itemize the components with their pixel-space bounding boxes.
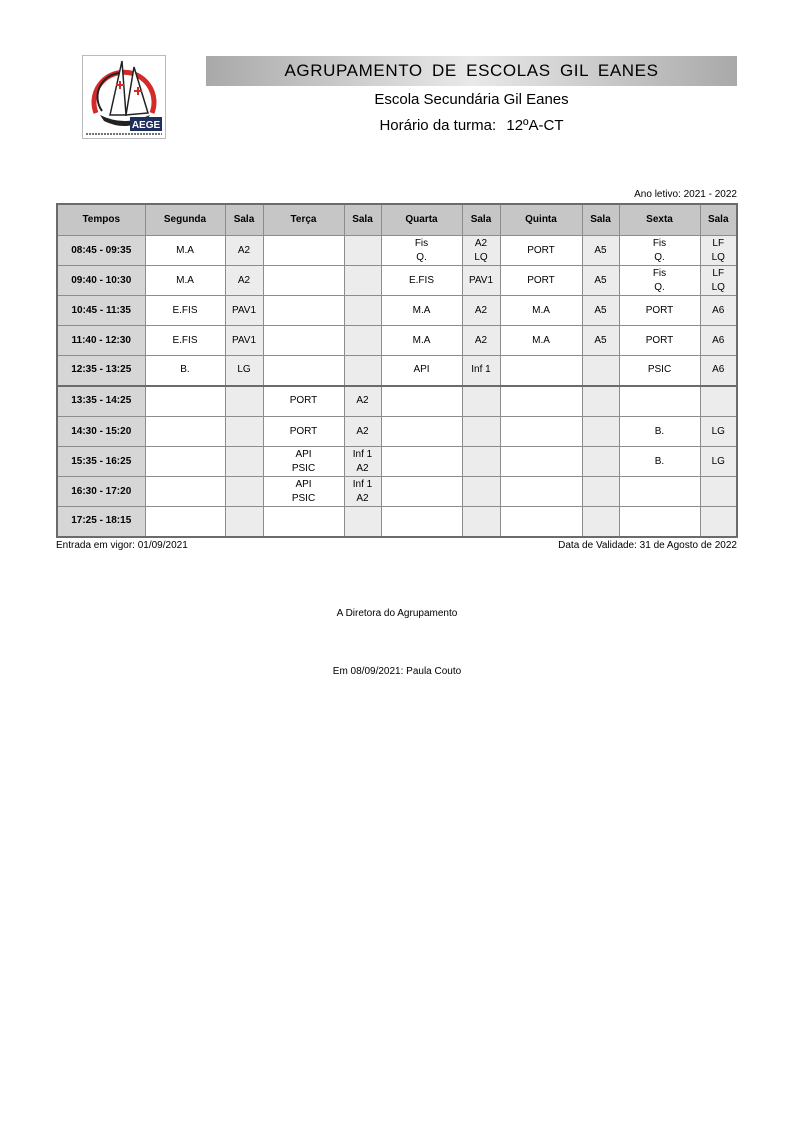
table-row bbox=[57, 266, 737, 296]
room-text: LQ bbox=[711, 281, 725, 293]
room-cell bbox=[700, 447, 737, 477]
room-cell bbox=[582, 356, 619, 386]
validity-date: Data de Validade: 31 de Agosto de 2022 bbox=[558, 540, 737, 551]
column-header: Quarta bbox=[381, 204, 462, 236]
subject-text: PSIC bbox=[291, 492, 316, 504]
subject-cell bbox=[619, 356, 700, 386]
room-text: A5 bbox=[594, 244, 607, 256]
subject-cell bbox=[619, 266, 700, 296]
subject-text: PORT bbox=[289, 395, 318, 407]
room-text: A2 bbox=[237, 244, 251, 256]
subject-cell bbox=[381, 447, 462, 477]
room-cell bbox=[582, 266, 619, 296]
room-text: A5 bbox=[594, 274, 607, 286]
room-cell bbox=[462, 326, 500, 356]
subject-cell bbox=[500, 386, 582, 417]
subject-text: M.A bbox=[412, 304, 431, 316]
subject-text: E.FIS bbox=[172, 304, 198, 316]
table-row bbox=[57, 417, 737, 447]
subject-text: M.A bbox=[532, 304, 550, 316]
effective-date: Entrada em vigor: 01/09/2021 bbox=[56, 540, 188, 551]
subject-cell bbox=[619, 477, 700, 507]
timetable-body bbox=[57, 236, 737, 537]
room-cell bbox=[582, 447, 619, 477]
room-text: A6 bbox=[712, 334, 725, 346]
subject-text: API bbox=[413, 364, 430, 376]
subject-cell bbox=[500, 356, 582, 386]
organization-title: AGRUPAMENTO DE ESCOLAS GIL EANES bbox=[284, 61, 659, 80]
subject-text: PSIC bbox=[291, 462, 316, 474]
room-text: A2 bbox=[356, 425, 369, 437]
room-cell bbox=[462, 296, 500, 326]
room-cell bbox=[700, 296, 737, 326]
subject-text: PORT bbox=[527, 244, 555, 256]
subject-cell bbox=[145, 356, 225, 386]
subject-cell bbox=[263, 236, 344, 266]
room-cell bbox=[344, 236, 381, 266]
subject-text: API bbox=[295, 448, 312, 460]
room-cell bbox=[700, 507, 737, 537]
column-header: Quinta bbox=[500, 204, 582, 236]
header-banner bbox=[206, 56, 737, 86]
subject-cell bbox=[145, 326, 225, 356]
time-slot: 08:45 - 09:35 bbox=[57, 236, 145, 266]
table-row bbox=[57, 447, 737, 477]
column-header: Sala bbox=[582, 204, 619, 236]
time-slot: 09:40 - 10:30 bbox=[57, 266, 145, 296]
room-text: A2 bbox=[474, 237, 488, 249]
room-cell bbox=[225, 356, 263, 386]
room-text: LQ bbox=[474, 251, 488, 263]
room-cell bbox=[225, 326, 263, 356]
room-text: A2 bbox=[474, 334, 488, 346]
subject-text: Q. bbox=[654, 281, 665, 293]
table-row bbox=[57, 356, 737, 386]
school-logo bbox=[82, 55, 166, 139]
room-cell bbox=[700, 236, 737, 266]
time-slot: 14:30 - 15:20 bbox=[57, 417, 145, 447]
room-text: Inf 1 bbox=[352, 478, 373, 490]
table-row bbox=[57, 296, 737, 326]
room-cell bbox=[225, 236, 263, 266]
subject-cell bbox=[381, 326, 462, 356]
room-cell bbox=[462, 477, 500, 507]
room-cell bbox=[462, 386, 500, 417]
subject-cell bbox=[263, 266, 344, 296]
subject-cell bbox=[500, 507, 582, 537]
room-cell bbox=[462, 236, 500, 266]
subject-cell bbox=[263, 507, 344, 537]
room-cell bbox=[700, 326, 737, 356]
subject-cell bbox=[500, 266, 582, 296]
room-text: Inf 1 bbox=[352, 448, 373, 460]
subject-text: E.FIS bbox=[172, 334, 198, 346]
subject-cell bbox=[619, 417, 700, 447]
subject-text: PSIC bbox=[647, 364, 672, 376]
room-text: Inf 1 bbox=[471, 364, 491, 376]
room-cell bbox=[344, 266, 381, 296]
room-cell bbox=[344, 386, 381, 417]
timetable-header-row bbox=[57, 204, 737, 236]
school-name: Escola Secundária Gil Eanes bbox=[374, 91, 569, 108]
aege-emblem bbox=[82, 55, 166, 139]
room-cell bbox=[582, 477, 619, 507]
room-cell bbox=[462, 266, 500, 296]
room-cell bbox=[582, 326, 619, 356]
room-cell bbox=[462, 507, 500, 537]
room-text: PAV1 bbox=[468, 274, 494, 286]
subject-cell bbox=[500, 236, 582, 266]
subject-cell bbox=[145, 296, 225, 326]
subject-cell bbox=[500, 417, 582, 447]
room-text: LF bbox=[712, 237, 725, 249]
subject-cell bbox=[381, 236, 462, 266]
subject-cell bbox=[619, 507, 700, 537]
room-cell bbox=[700, 417, 737, 447]
room-text: A2 bbox=[474, 304, 488, 316]
subject-text: M.A bbox=[176, 274, 194, 286]
column-header: Sala bbox=[225, 204, 263, 236]
subject-text: B. bbox=[180, 364, 190, 376]
subject-text: Fis bbox=[652, 267, 667, 279]
column-header: Tempos bbox=[57, 204, 145, 236]
table-row bbox=[57, 477, 737, 507]
table-row bbox=[57, 236, 737, 266]
room-text: A2 bbox=[356, 395, 369, 407]
room-cell bbox=[582, 417, 619, 447]
room-text: A2 bbox=[237, 274, 251, 286]
room-cell bbox=[344, 356, 381, 386]
subject-text: E.FIS bbox=[408, 274, 434, 286]
room-text: PAV1 bbox=[231, 304, 257, 316]
room-cell bbox=[344, 417, 381, 447]
room-text: LQ bbox=[711, 251, 725, 263]
signature-line: Em 08/09/2021: Paula Couto bbox=[332, 666, 462, 677]
subject-text: PORT bbox=[645, 334, 674, 346]
subject-cell bbox=[381, 386, 462, 417]
svg-text:AEGE: AEGE bbox=[131, 120, 161, 131]
subject-cell bbox=[263, 296, 344, 326]
subject-cell bbox=[381, 417, 462, 447]
room-cell bbox=[700, 266, 737, 296]
subject-text: Fis bbox=[414, 237, 429, 249]
subject-cell bbox=[619, 236, 700, 266]
subject-cell bbox=[619, 296, 700, 326]
subject-cell bbox=[263, 417, 344, 447]
subject-cell bbox=[381, 296, 462, 326]
table-row bbox=[57, 507, 737, 537]
room-cell bbox=[225, 296, 263, 326]
subject-cell bbox=[263, 447, 344, 477]
subject-cell bbox=[263, 386, 344, 417]
room-cell bbox=[344, 477, 381, 507]
subject-cell bbox=[500, 477, 582, 507]
subject-text: M.A bbox=[412, 334, 431, 346]
subject-cell bbox=[381, 477, 462, 507]
subject-cell bbox=[145, 447, 225, 477]
room-text: LG bbox=[237, 364, 251, 376]
subject-cell bbox=[500, 447, 582, 477]
subject-cell bbox=[145, 477, 225, 507]
room-cell bbox=[225, 477, 263, 507]
column-header: Sala bbox=[462, 204, 500, 236]
timetable bbox=[56, 203, 738, 538]
room-cell bbox=[225, 447, 263, 477]
subject-cell bbox=[500, 296, 582, 326]
room-text: PAV1 bbox=[231, 334, 257, 346]
room-text: A2 bbox=[356, 462, 369, 474]
room-cell bbox=[462, 417, 500, 447]
subject-cell bbox=[145, 386, 225, 417]
subject-cell bbox=[263, 326, 344, 356]
room-text: LF bbox=[712, 267, 725, 279]
subject-cell bbox=[263, 356, 344, 386]
room-text: A6 bbox=[712, 364, 725, 376]
room-text: A2 bbox=[356, 492, 369, 504]
subject-text: Q. bbox=[654, 251, 665, 263]
subject-cell bbox=[381, 266, 462, 296]
room-text: LG bbox=[711, 425, 725, 437]
subject-text: M.A bbox=[532, 334, 550, 346]
room-cell bbox=[582, 236, 619, 266]
subject-cell bbox=[145, 266, 225, 296]
room-cell bbox=[700, 356, 737, 386]
room-cell bbox=[582, 507, 619, 537]
room-cell bbox=[344, 507, 381, 537]
time-slot: 13:35 - 14:25 bbox=[57, 386, 145, 417]
class-label: Horário da turma: bbox=[379, 117, 497, 134]
time-slot: 15:35 - 16:25 bbox=[57, 447, 145, 477]
time-slot: 11:40 - 12:30 bbox=[57, 326, 145, 356]
table-row bbox=[57, 386, 737, 417]
school-year: Ano letivo: 2021 - 2022 bbox=[634, 189, 737, 200]
room-cell bbox=[344, 296, 381, 326]
room-cell bbox=[462, 447, 500, 477]
room-text: A5 bbox=[594, 334, 607, 346]
subject-text: M.A bbox=[176, 244, 194, 256]
room-text: A5 bbox=[594, 304, 607, 316]
subject-text: B. bbox=[654, 455, 665, 467]
subject-cell bbox=[381, 356, 462, 386]
subject-text: PORT bbox=[645, 304, 674, 316]
room-text: LG bbox=[711, 455, 725, 467]
time-slot: 17:25 - 18:15 bbox=[57, 507, 145, 537]
subject-cell bbox=[263, 477, 344, 507]
column-header: Sexta bbox=[619, 204, 700, 236]
room-cell bbox=[700, 386, 737, 417]
time-slot: 12:35 - 13:25 bbox=[57, 356, 145, 386]
column-header: Terça bbox=[263, 204, 344, 236]
subject-cell bbox=[145, 236, 225, 266]
room-text: A6 bbox=[712, 304, 725, 316]
room-cell bbox=[582, 386, 619, 417]
room-cell bbox=[225, 386, 263, 417]
room-cell bbox=[700, 477, 737, 507]
room-cell bbox=[225, 266, 263, 296]
room-cell bbox=[225, 507, 263, 537]
column-header: Segunda bbox=[145, 204, 225, 236]
room-cell bbox=[344, 447, 381, 477]
director-label: A Diretora do Agrupamento bbox=[336, 608, 458, 619]
room-cell bbox=[462, 356, 500, 386]
time-slot: 10:45 - 11:35 bbox=[57, 296, 145, 326]
subject-text: PORT bbox=[527, 274, 555, 286]
column-header: Sala bbox=[700, 204, 737, 236]
time-slot: 16:30 - 17:20 bbox=[57, 477, 145, 507]
table-row bbox=[57, 326, 737, 356]
room-cell bbox=[344, 326, 381, 356]
subject-text: PORT bbox=[289, 425, 318, 437]
room-cell bbox=[225, 417, 263, 447]
subject-cell bbox=[619, 326, 700, 356]
subject-cell bbox=[145, 417, 225, 447]
subject-text: API bbox=[295, 478, 312, 490]
subject-text: Q. bbox=[416, 251, 427, 263]
subject-cell bbox=[619, 386, 700, 417]
subject-cell bbox=[500, 326, 582, 356]
subject-cell bbox=[145, 507, 225, 537]
subject-cell bbox=[381, 507, 462, 537]
subject-text: Fis bbox=[652, 237, 667, 249]
class-value: 12ºA-CT bbox=[506, 117, 564, 134]
class-heading bbox=[206, 117, 737, 134]
room-cell bbox=[582, 296, 619, 326]
subject-cell bbox=[619, 447, 700, 477]
subject-text: B. bbox=[654, 425, 665, 437]
column-header: Sala bbox=[344, 204, 381, 236]
